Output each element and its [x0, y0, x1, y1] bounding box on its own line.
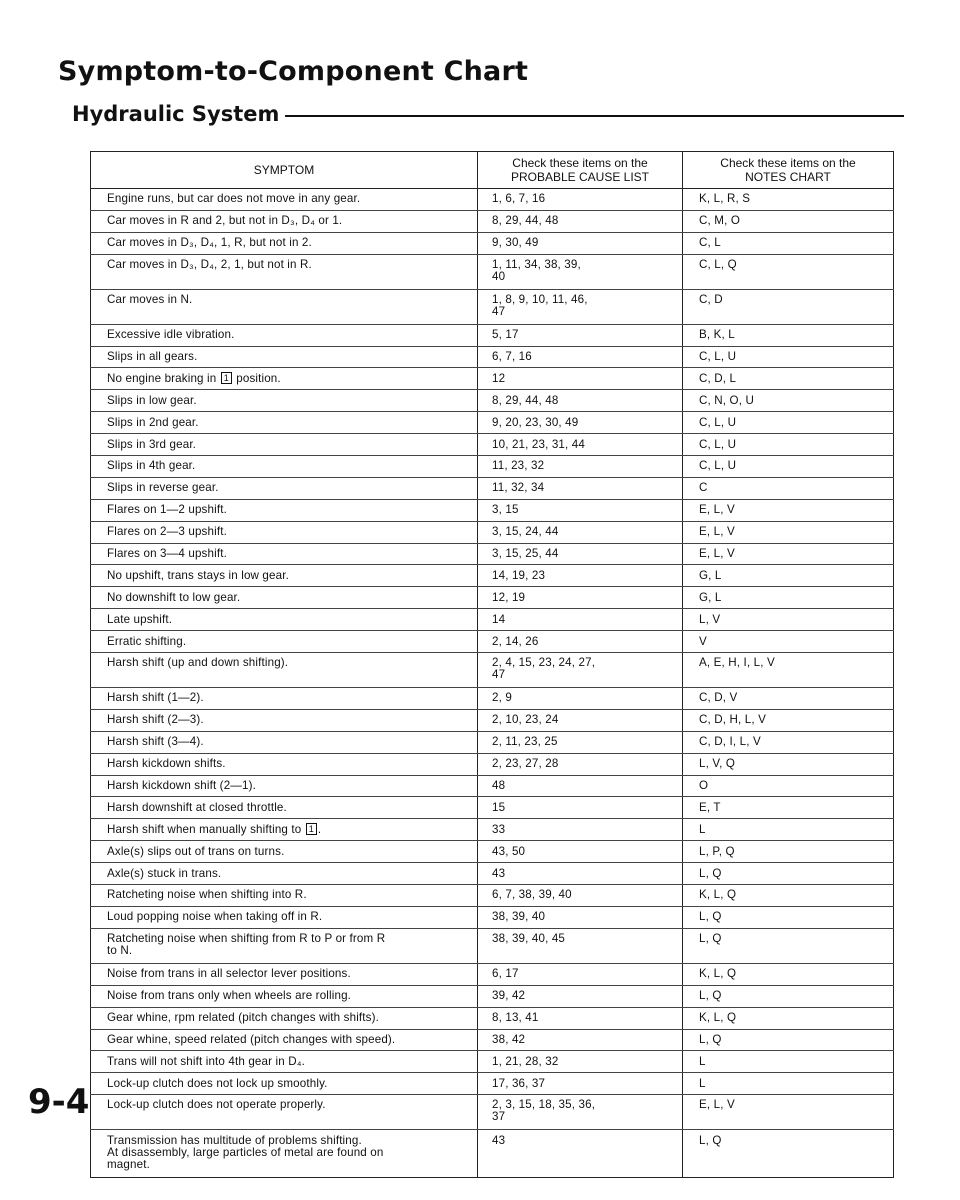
table-row — [91, 368, 894, 390]
table-row — [91, 346, 894, 368]
probable-cause-cell: 2, 4, 15, 23, 24, 27, 47 — [478, 653, 683, 688]
probable-cause-cell: 6, 17 — [478, 963, 683, 985]
symptom-cell: Slips in all gears. — [91, 346, 478, 368]
table-row — [91, 753, 894, 775]
notes-chart-cell: L, V — [683, 609, 894, 631]
table-row — [91, 587, 894, 609]
table-row — [91, 731, 894, 753]
notes-chart-cell: K, L, Q — [683, 963, 894, 985]
probable-cause-cell: 2, 9 — [478, 688, 683, 710]
probable-cause-cell: 3, 15, 24, 44 — [478, 521, 683, 543]
notes-chart-cell: L, P, Q — [683, 841, 894, 863]
symptom-cell: Slips in 4th gear. — [91, 456, 478, 478]
notes-chart-cell: C, L, U — [683, 456, 894, 478]
symptom-cell: Slips in 3rd gear. — [91, 434, 478, 456]
symptom-text: No engine braking in — [107, 372, 220, 386]
notes-chart-cell: E, L, V — [683, 499, 894, 521]
notes-chart-cell: L — [683, 1073, 894, 1095]
table-row — [91, 609, 894, 631]
notes-chart-cell: C, D, I, L, V — [683, 731, 894, 753]
symptom-cell: Loud popping noise when taking off in R. — [91, 906, 478, 928]
notes-chart-cell: E, L, V — [683, 1095, 894, 1130]
symptom-cell: Noise from trans only when wheels are rolling. — [91, 985, 478, 1007]
probable-cause-cell: 2, 3, 15, 18, 35, 36, 37 — [478, 1095, 683, 1130]
table-row — [91, 456, 894, 478]
table-row — [91, 543, 894, 565]
symptom-cell: Lock-up clutch does not lock up smoothly. — [91, 1073, 478, 1095]
table-row — [91, 1095, 894, 1130]
table-row — [91, 631, 894, 653]
symptom-cell: Ratcheting noise when shifting into R. — [91, 885, 478, 907]
probable-cause-cell: 8, 29, 44, 48 — [478, 210, 683, 232]
probable-cause-cell: 1, 11, 34, 38, 39, 40 — [478, 254, 683, 289]
symptom-cell: Excessive idle vibration. — [91, 324, 478, 346]
probable-cause-cell: 1, 21, 28, 32 — [478, 1051, 683, 1073]
symptom-cell: Flares on 2—3 upshift. — [91, 521, 478, 543]
symptom-cell: Car moves in D₃, D₄, 2, 1, but not in R. — [91, 254, 478, 289]
table-row — [91, 434, 894, 456]
notes-chart-cell: L, Q — [683, 906, 894, 928]
symptom-cell: Erratic shifting. — [91, 631, 478, 653]
table-row — [91, 928, 894, 963]
table-row — [91, 985, 894, 1007]
table-row — [91, 412, 894, 434]
table-row — [91, 1073, 894, 1095]
page-number: 9-4 — [28, 1082, 90, 1122]
table-row — [91, 797, 894, 819]
probable-cause-cell: 38, 42 — [478, 1029, 683, 1051]
section-divider — [285, 115, 904, 117]
probable-cause-cell: 8, 29, 44, 48 — [478, 390, 683, 412]
table-row — [91, 189, 894, 211]
header-symptom: SYMPTOM — [91, 152, 478, 189]
notes-chart-cell: C, D, L — [683, 368, 894, 390]
notes-chart-cell: L, V, Q — [683, 753, 894, 775]
notes-chart-cell: C, L, Q — [683, 254, 894, 289]
probable-cause-cell: 17, 36, 37 — [478, 1073, 683, 1095]
symptom-text: Harsh shift when manually shifting to — [107, 823, 305, 837]
symptom-cell: No downshift to low gear. — [91, 587, 478, 609]
section-heading — [72, 102, 904, 126]
table-row — [91, 653, 894, 688]
header-notes-chart: Check these items on the NOTES CHART — [683, 152, 894, 189]
notes-chart-cell: C, D, H, L, V — [683, 709, 894, 731]
probable-cause-cell: 14 — [478, 609, 683, 631]
symptom-cell: Harsh shift (2—3). — [91, 709, 478, 731]
notes-chart-cell: L, Q — [683, 985, 894, 1007]
symptom-cell: Trans will not shift into 4th gear in D₄. — [91, 1051, 478, 1073]
notes-chart-cell: O — [683, 775, 894, 797]
header-probable-cause: Check these items on the PROBABLE CAUSE LIST — [478, 152, 683, 189]
symptom-cell: Harsh downshift at closed throttle. — [91, 797, 478, 819]
symptom-cell — [91, 368, 478, 390]
probable-cause-cell: 5, 17 — [478, 324, 683, 346]
symptom-cell: Slips in low gear. — [91, 390, 478, 412]
probable-cause-cell: 10, 21, 23, 31, 44 — [478, 434, 683, 456]
symptom-cell: Lock-up clutch does not operate properly. — [91, 1095, 478, 1130]
notes-chart-cell: E, T — [683, 797, 894, 819]
symptom-cell: Car moves in N. — [91, 289, 478, 324]
probable-cause-cell: 6, 7, 16 — [478, 346, 683, 368]
probable-cause-cell: 9, 20, 23, 30, 49 — [478, 412, 683, 434]
notes-chart-cell: E, L, V — [683, 521, 894, 543]
section-title: Hydraulic System — [72, 102, 280, 126]
probable-cause-cell: 3, 15 — [478, 499, 683, 521]
table-row — [91, 863, 894, 885]
probable-cause-cell: 11, 23, 32 — [478, 456, 683, 478]
probable-cause-cell: 1, 8, 9, 10, 11, 46, 47 — [478, 289, 683, 324]
notes-chart-cell: L, Q — [683, 928, 894, 963]
symptom-cell: Harsh shift (up and down shifting). — [91, 653, 478, 688]
symptom-cell: Car moves in R and 2, but not in D₃, D₄ or 1. — [91, 210, 478, 232]
notes-chart-cell: L, Q — [683, 863, 894, 885]
table-row — [91, 906, 894, 928]
symptom-cell: Car moves in D₃, D₄, 1, R, but not in 2. — [91, 232, 478, 254]
probable-cause-cell: 33 — [478, 819, 683, 841]
symptom-cell: Slips in 2nd gear. — [91, 412, 478, 434]
symptom-cell: Harsh shift (1—2). — [91, 688, 478, 710]
table-row — [91, 477, 894, 499]
table-row — [91, 1051, 894, 1073]
probable-cause-cell: 38, 39, 40 — [478, 906, 683, 928]
symptom-cell: Slips in reverse gear. — [91, 477, 478, 499]
notes-chart-cell: E, L, V — [683, 543, 894, 565]
probable-cause-cell: 48 — [478, 775, 683, 797]
table-header-row — [91, 152, 894, 189]
notes-chart-cell: C, L — [683, 232, 894, 254]
table-row — [91, 1007, 894, 1029]
notes-chart-cell: L, Q — [683, 1130, 894, 1178]
symptom-cell: Axle(s) slips out of trans on turns. — [91, 841, 478, 863]
symptom-cell: Engine runs, but car does not move in any gear. — [91, 189, 478, 211]
table-row — [91, 324, 894, 346]
symptom-text: position. — [232, 372, 281, 386]
notes-chart-cell: K, L, Q — [683, 1007, 894, 1029]
symptom-cell: Harsh kickdown shifts. — [91, 753, 478, 775]
symptom-cell: Gear whine, rpm related (pitch changes with shifts). — [91, 1007, 478, 1029]
table-row — [91, 289, 894, 324]
probable-cause-cell: 8, 13, 41 — [478, 1007, 683, 1029]
probable-cause-cell: 3, 15, 25, 44 — [478, 543, 683, 565]
table-row — [91, 521, 894, 543]
table-body — [91, 189, 894, 1178]
probable-cause-cell: 2, 10, 23, 24 — [478, 709, 683, 731]
probable-cause-cell: 2, 23, 27, 28 — [478, 753, 683, 775]
symptom-cell: Axle(s) stuck in trans. — [91, 863, 478, 885]
notes-chart-cell: C, L, U — [683, 434, 894, 456]
probable-cause-cell: 12 — [478, 368, 683, 390]
probable-cause-cell: 38, 39, 40, 45 — [478, 928, 683, 963]
notes-chart-cell: C, M, O — [683, 210, 894, 232]
notes-chart-cell: K, L, R, S — [683, 189, 894, 211]
table-row — [91, 885, 894, 907]
probable-cause-cell: 14, 19, 23 — [478, 565, 683, 587]
notes-chart-cell: K, L, Q — [683, 885, 894, 907]
probable-cause-cell: 43, 50 — [478, 841, 683, 863]
table-row — [91, 1029, 894, 1051]
symptom-text: . — [317, 823, 322, 837]
table-row — [91, 819, 894, 841]
notes-chart-cell: G, L — [683, 565, 894, 587]
notes-chart-cell: C, L, U — [683, 412, 894, 434]
notes-chart-cell: L — [683, 819, 894, 841]
table-row — [91, 709, 894, 731]
notes-chart-cell: A, E, H, I, L, V — [683, 653, 894, 688]
notes-chart-cell: C, D — [683, 289, 894, 324]
probable-cause-cell: 9, 30, 49 — [478, 232, 683, 254]
probable-cause-cell: 39, 42 — [478, 985, 683, 1007]
probable-cause-cell: 11, 32, 34 — [478, 477, 683, 499]
probable-cause-cell: 2, 14, 26 — [478, 631, 683, 653]
symptom-cell: Gear whine, speed related (pitch changes with speed). — [91, 1029, 478, 1051]
notes-chart-cell: L, Q — [683, 1029, 894, 1051]
table-row — [91, 499, 894, 521]
symptom-chart-table — [90, 151, 894, 1178]
notes-chart-cell: G, L — [683, 587, 894, 609]
symptom-cell: Harsh shift (3—4). — [91, 731, 478, 753]
notes-chart-cell: C, D, V — [683, 688, 894, 710]
gear-position-1-symbol: 1 — [306, 823, 317, 835]
table-row — [91, 1130, 894, 1178]
table-row — [91, 963, 894, 985]
table-row — [91, 775, 894, 797]
notes-chart-cell: C — [683, 477, 894, 499]
probable-cause-cell: 15 — [478, 797, 683, 819]
notes-chart-cell: B, K, L — [683, 324, 894, 346]
notes-chart-cell: V — [683, 631, 894, 653]
page-title: Symptom-to-Component Chart — [58, 56, 529, 87]
probable-cause-cell: 2, 11, 23, 25 — [478, 731, 683, 753]
symptom-cell: Ratcheting noise when shifting from R to P or from R to N. — [91, 928, 478, 963]
table-row — [91, 254, 894, 289]
symptom-cell: Transmission has multitude of problems shifting. At disassembly, large particles of metal are found on magnet. — [107, 1134, 384, 1172]
symptom-cell: Flares on 1—2 upshift. — [91, 499, 478, 521]
probable-cause-cell: 6, 7, 38, 39, 40 — [478, 885, 683, 907]
notes-chart-cell: L — [683, 1051, 894, 1073]
symptom-cell: No upshift, trans stays in low gear. — [91, 565, 478, 587]
notes-chart-cell: C, L, U — [683, 346, 894, 368]
probable-cause-cell: 43 — [478, 1130, 683, 1178]
symptom-cell: Harsh kickdown shift (2—1). — [91, 775, 478, 797]
probable-cause-cell: 12, 19 — [478, 587, 683, 609]
table-row — [91, 841, 894, 863]
notes-chart-cell: C, N, O, U — [683, 390, 894, 412]
table-row — [91, 232, 894, 254]
table-row — [91, 210, 894, 232]
symptom-cell: Flares on 3—4 upshift. — [91, 543, 478, 565]
table-row — [91, 390, 894, 412]
probable-cause-cell: 43 — [478, 863, 683, 885]
gear-position-1-symbol: 1 — [221, 372, 232, 384]
table-row — [91, 688, 894, 710]
symptom-cell: Noise from trans in all selector lever positions. — [91, 963, 478, 985]
probable-cause-cell: 1, 6, 7, 16 — [478, 189, 683, 211]
symptom-cell: Late upshift. — [91, 609, 478, 631]
table-row — [91, 565, 894, 587]
symptom-cell — [91, 819, 478, 841]
